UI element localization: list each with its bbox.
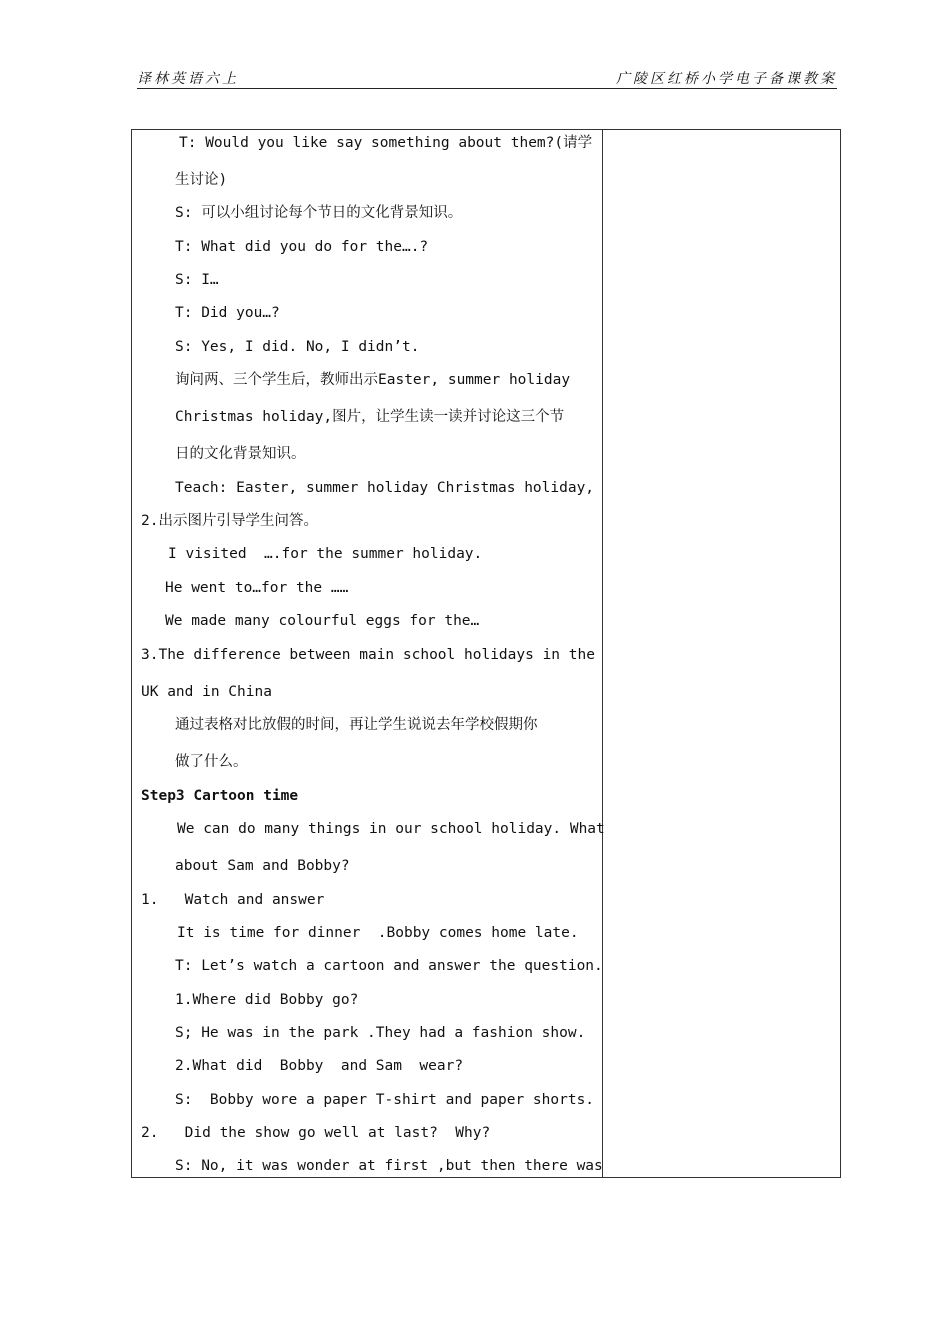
- lesson-line: 1.Where did Bobby go?: [175, 992, 359, 1008]
- lesson-line: 询问两、三个学生后，教师出示Easter, summer holiday: [175, 372, 571, 388]
- lesson-line: S: Yes, I did. No, I didn’t.: [175, 339, 420, 355]
- header-left-title: 译林英语六上: [137, 71, 239, 87]
- step-heading: Step3 Cartoon time: [141, 788, 299, 804]
- lesson-line: We can do many things in our school holiday. What: [177, 821, 605, 837]
- lesson-line: 通过表格对比放假的时间，再让学生说说去年学校假期你: [175, 717, 538, 733]
- lesson-line: 3.The difference between main school holidays in the: [141, 647, 595, 663]
- lesson-line: T: What did you do for the….?: [175, 239, 429, 255]
- lesson-line: S: I…: [175, 272, 219, 288]
- lesson-line: 日的文化背景知识。: [175, 446, 306, 462]
- lesson-line: It is time for dinner .Bobby comes home late.: [177, 925, 579, 941]
- column-divider: [602, 130, 603, 1177]
- lesson-line: I visited ….for the summer holiday.: [168, 546, 483, 562]
- lesson-line: Teach: Easter, summer holiday Christmas holiday,: [175, 480, 595, 496]
- lesson-line: S: No, it was wonder at first ,but then there was: [175, 1158, 603, 1174]
- lesson-line: S; He was in the park .They had a fashion show.: [175, 1025, 586, 1041]
- lesson-line: 2.出示图片引导学生问答。: [141, 513, 318, 529]
- lesson-line: 1. Watch and answer: [141, 892, 325, 908]
- lesson-line: T: Let’s watch a cartoon and answer the question.: [175, 958, 603, 974]
- lesson-line: Christmas holiday,图片，让学生读一读并讨论这三个节: [175, 409, 565, 425]
- lesson-line: T: Did you…?: [175, 305, 280, 321]
- lesson-line: He went to…for the ……: [165, 580, 349, 596]
- lesson-line: S: Bobby wore a paper T-shirt and paper shorts.: [175, 1092, 595, 1108]
- lesson-line: T: Would you like say something about them?(请学: [179, 135, 593, 151]
- lesson-line: 2.What did Bobby and Sam wear?: [175, 1058, 464, 1074]
- lesson-line: UK and in China: [141, 684, 272, 700]
- lesson-line: about Sam and Bobby?: [175, 858, 350, 874]
- lesson-plan-table: [131, 129, 841, 1178]
- lesson-line: 2. Did the show go well at last? Why?: [141, 1125, 491, 1141]
- lesson-line: 做了什么。: [175, 754, 248, 770]
- header-rule: [137, 88, 837, 89]
- header-right-title: 广陵区红桥小学电子备课教案: [616, 71, 837, 87]
- lesson-line: S: 可以小组讨论每个节日的文化背景知识。: [175, 205, 463, 221]
- lesson-line: We made many colourful eggs for the…: [165, 613, 480, 629]
- lesson-line: 生讨论): [175, 172, 228, 188]
